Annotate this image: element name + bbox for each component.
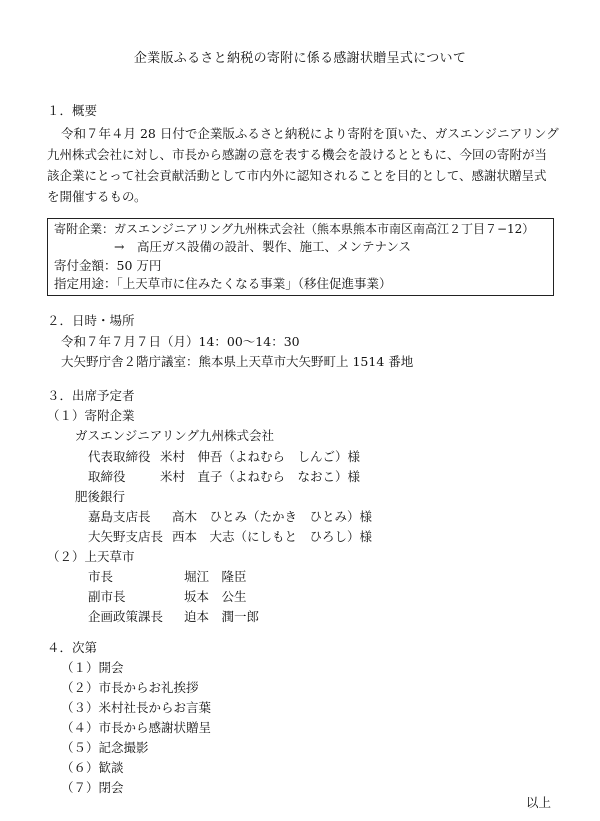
attendee-row: [88, 567, 247, 587]
event-place: 大矢野庁舎２階庁議室：熊本県上天草市大矢野町上 1514 番地: [61, 354, 414, 369]
attendee-name: 堀江 隆臣: [184, 569, 247, 584]
agenda-item: （６）歓談: [61, 760, 124, 775]
section2-heading: ２．日時・場所: [47, 313, 135, 328]
donation-amount: 寄付金額：50 万円: [54, 258, 162, 273]
designated-use: 指定用途：「上天草市に住みたくなる事業」（移住促進事業）: [54, 276, 392, 291]
attendees-city-heading: （２）上天草市: [47, 549, 135, 564]
attendee-role: 副市長: [88, 589, 126, 604]
attendee-role: 企画政策課長: [88, 609, 164, 624]
donation-info-box: [47, 218, 554, 296]
attendee-name: 米村 伸吾（よねむら しんご）様: [160, 449, 361, 464]
summary-line-1: 令和７年４月 28 日付で企業版ふるさと納税により寄附を頂いた、ガスエンジニアリング: [61, 126, 559, 141]
attendee-role: 大矢野支店長: [88, 529, 164, 544]
attendee-row: [88, 467, 360, 487]
summary-line-4: を開催するもの。: [47, 189, 147, 204]
donor-business: → 高圧ガス設備の設計、製作、施工、メンテナンス: [114, 239, 411, 254]
summary-line-3: 該企業にとって社会貢献活動として市内外に認知されることを目的として、感謝状贈呈式: [47, 168, 547, 183]
attendee-role: 代表取締役: [88, 449, 151, 464]
attendee-name: 迫本 潤一郎: [184, 609, 260, 624]
document-title: 企業版ふるさと納税の寄附に係る感謝状贈呈式について: [133, 51, 467, 66]
attendee-row: [88, 447, 360, 467]
agenda-item: （４）市長から感謝状贈呈: [61, 720, 212, 735]
attendee-role: 取締役: [88, 469, 126, 484]
attendee-name: 高木 ひとみ（たかき ひとみ）様: [172, 509, 373, 524]
section1-heading: １．概要: [47, 103, 98, 118]
attendee-name: 坂本 公生: [184, 589, 247, 604]
agenda-item: （５）記念撮影: [61, 740, 149, 755]
attendees-donor-heading: （１）寄附企業: [47, 408, 135, 423]
summary-line-2: 九州株式会社に対し、市長から感謝の意を表する機会を設けるとともに、今回の寄附が当: [47, 147, 548, 162]
attendee-row: [88, 527, 372, 547]
attendee-row: [88, 507, 372, 527]
donor-company: 寄附企業：ガスエンジニアリング九州株式会社（熊本県熊本市南区南高江２丁目７−12）: [54, 222, 535, 236]
event-date: 令和７年７月７日（月）14：00〜14：30: [61, 334, 300, 349]
agenda-item: （３）米村社長からお言葉: [61, 700, 212, 715]
attendee-role: 市長: [88, 569, 114, 584]
attendee-name: 米村 直子（よねむら なおこ）様: [160, 469, 361, 484]
closing-mark: 以上: [526, 795, 552, 810]
section3-heading: ３．出席予定者: [47, 388, 135, 403]
attendee-row: [88, 587, 247, 607]
attendee-row: [88, 607, 259, 627]
agenda-item: （７）閉会: [61, 780, 124, 795]
agenda-item: （２）市長からお礼挨拶: [61, 680, 199, 695]
agenda-item: （１）開会: [61, 660, 124, 675]
bank-name: 肥後銀行: [75, 489, 126, 504]
attendee-role: 嘉島支店長: [88, 509, 151, 524]
attendee-name: 西本 大志（にしもと ひろし）様: [172, 529, 373, 544]
section4-heading: ４．次第: [47, 640, 98, 655]
donor-company-name: ガスエンジニアリング九州株式会社: [75, 428, 274, 443]
